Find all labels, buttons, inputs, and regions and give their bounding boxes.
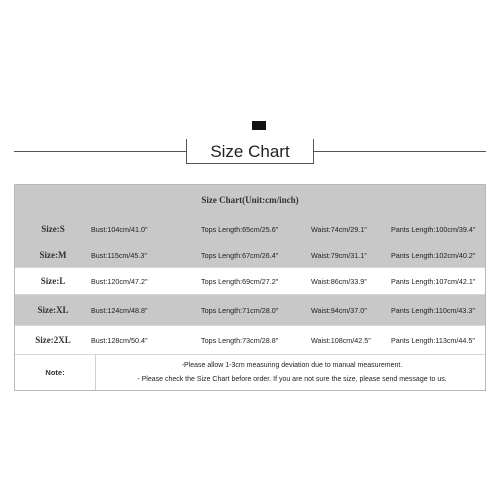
waist-cell: Waist:108cm/42.5" [311, 335, 371, 345]
tops-length-cell: Tops Length:65cm/25.6" [201, 224, 279, 234]
note-line: -Please allow 1-3cm measuring deviation due to manual measurement. [181, 362, 403, 369]
bust-cell: Bust:128cm/50.4" [91, 335, 148, 345]
waist-cell: Waist:79cm/31.1" [311, 250, 367, 260]
bust-cell: Bust:120cm/47.2" [91, 276, 148, 286]
pants-length-cell: Pants Length:107cm/42.1" [391, 276, 476, 286]
pants-length-cell: Pants Length:102cm/40.2" [391, 250, 476, 260]
table-row [15, 243, 485, 267]
pants-length-cell: Pants Length:113cm/44.5" [391, 335, 475, 345]
pants-length-cell: Pants Length:110cm/43.3" [391, 305, 475, 315]
title-rule-left [14, 151, 186, 152]
header-marker [252, 121, 266, 130]
waist-cell: Waist:74cm/29.1" [311, 224, 367, 234]
size-label: Size:2XL [35, 335, 71, 345]
tops-length-cell: Tops Length:73cm/28.8" [201, 335, 279, 345]
size-label: Size:XL [37, 305, 69, 315]
bust-cell: Bust:115cm/45.3" [91, 250, 147, 260]
waist-cell: Waist:86cm/33.9" [311, 276, 367, 286]
note-label: Note: [15, 355, 96, 390]
table-header: Size Chart(Unit:cm/inch) [15, 185, 485, 215]
size-label: Size:S [41, 224, 65, 234]
table-row [15, 267, 485, 295]
size-label: Size:M [39, 250, 67, 260]
size-chart-table [14, 184, 486, 391]
tops-length-cell: Tops Length:67cm/26.4" [201, 250, 279, 260]
waist-cell: Waist:94cm/37.0" [311, 305, 367, 315]
page-title: Size Chart [210, 142, 290, 161]
bust-cell: Bust:104cm/41.0" [91, 224, 148, 234]
tops-length-cell: Tops Length:71cm/28.0" [201, 305, 279, 315]
title-rule-right [314, 151, 486, 152]
pants-length-cell: Pants Length:100cm/39.4" [391, 224, 476, 234]
table-row [15, 295, 485, 325]
note-line: - Please check the Size Chart before order. If you are not sure the size, please send message to us. [137, 376, 447, 383]
size-label: Size:L [40, 276, 66, 286]
table-row [15, 215, 485, 243]
table-row [15, 325, 485, 355]
bust-cell: Bust:124cm/48.8" [91, 305, 148, 315]
tops-length-cell: Tops Length:69cm/27.2" [201, 276, 279, 286]
note-row [15, 355, 485, 390]
